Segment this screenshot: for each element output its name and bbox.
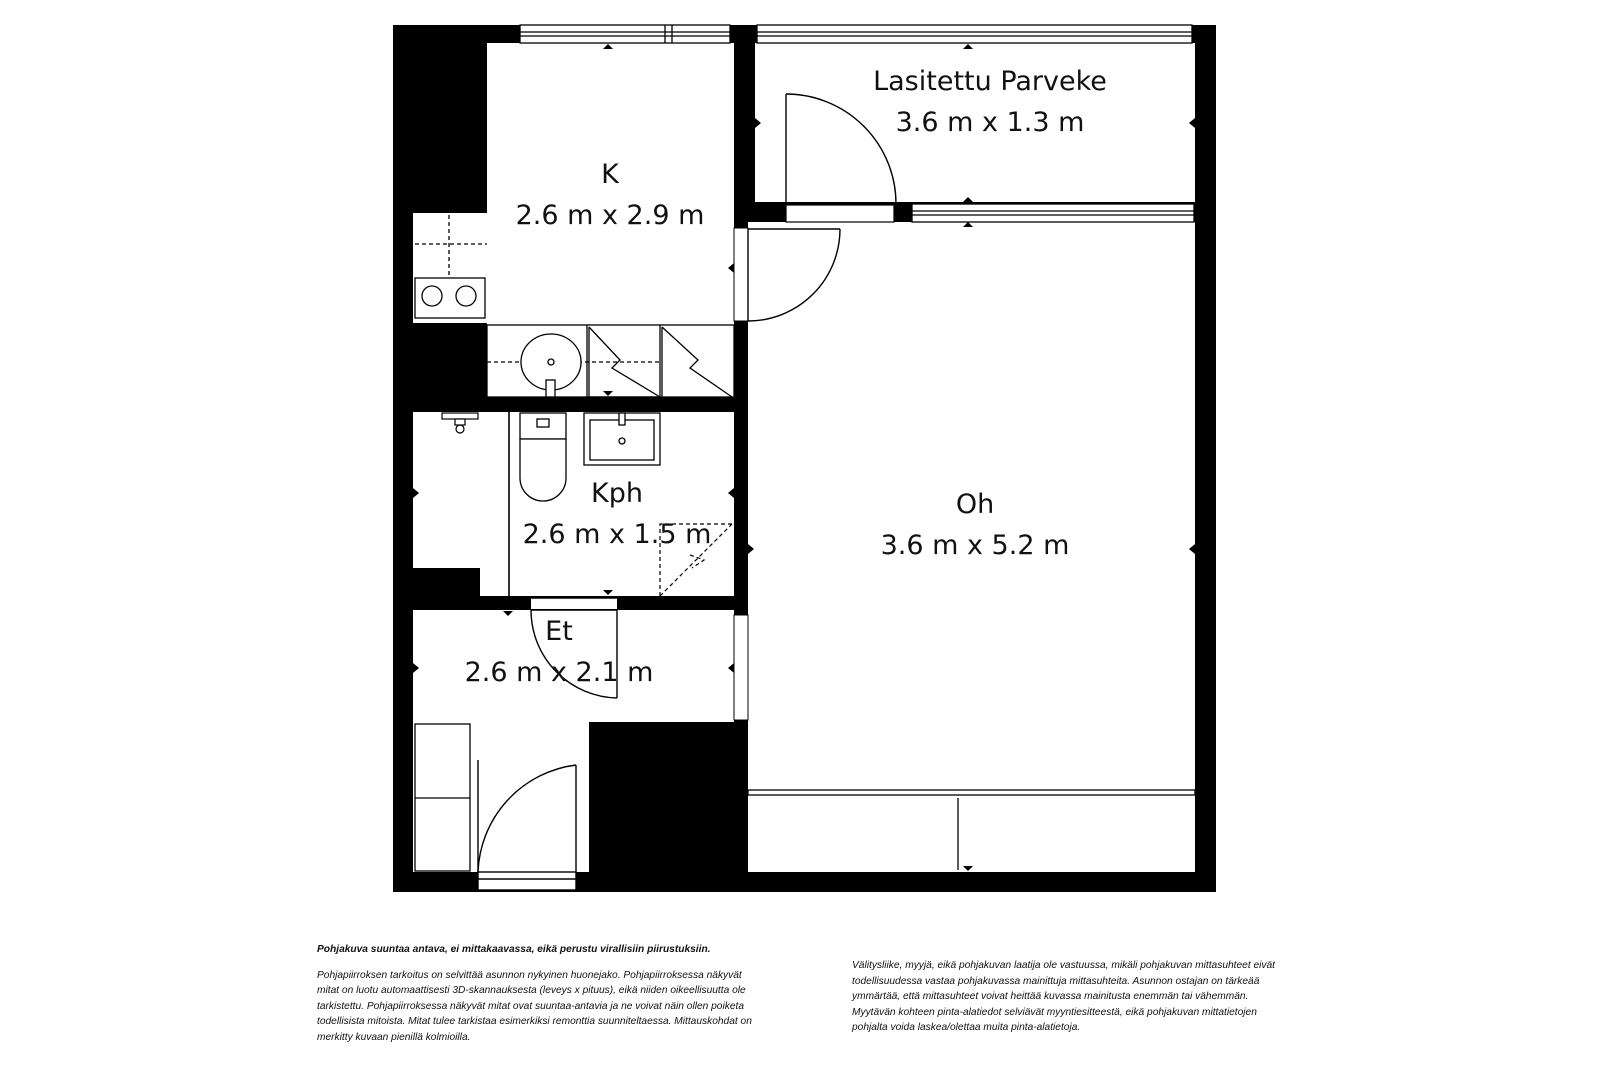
room-dims-et: 2.6 m x 2.1 m	[464, 657, 654, 688]
window-parveke	[757, 25, 1192, 43]
disclaimer-left	[317, 942, 757, 1055]
door-opening-k-oh	[734, 228, 748, 321]
opening-et-oh	[734, 615, 748, 720]
room-name-kph: Kph	[591, 478, 643, 509]
toilet-icon	[520, 413, 566, 501]
room-dims-oh: 3.6 m x 5.2 m	[880, 530, 1070, 561]
bathroom-sink-icon	[584, 413, 660, 465]
room-name-oh: Oh	[955, 489, 995, 520]
disclaimer-right	[852, 958, 1292, 1046]
window-oh	[912, 204, 1194, 222]
room-dims-k: 2.6 m x 2.9 m	[515, 200, 705, 231]
disclaimer-heading: Pohjakuva suuntaa antava, ei mittakaavassa, eikä perustu virallisiin piirustuksiin.	[317, 944, 711, 955]
room-name-parveke: Lasitettu Parveke	[873, 66, 1107, 97]
room-dims-kph: 2.6 m x 1.5 m	[522, 519, 712, 550]
balcony-door-opening	[786, 205, 894, 222]
entrance-closet	[415, 724, 470, 871]
disclaimer-right-text: Välitysliike, myyjä, eikä pohjakuvan laatija ole vastuussa, mikäli pohjakuvan mittasuhteet eivät todellisuudessa vastaa pohjakuvassa mainittuja mittasuhteita. Asunnon ostajan on tärkeää ymmärtää, että mittasuhteet voivat heittää kuvassa mainitusta enemmän tai vähemmän. Myytävän kohteen pinta-alatiedot selviävät myyntiesitteestä, eikä pohjakuvan mittatietojen pohjalta voida laskea/olettaa muita pinta-alatietoja.	[852, 960, 1275, 1033]
room-name-et: Et	[545, 616, 573, 647]
window-k	[520, 25, 730, 43]
room-dims-parveke: 3.6 m x 1.3 m	[895, 107, 1085, 138]
kph-wall-notch	[413, 568, 480, 596]
disclaimer-left-text: Pohjapiirroksen tarkoitus on selvittää asunnon nykyinen huonejako. Pohjapiirroksessa näkyvät mitat on luotu automaattisesti 3D-skannauksesta (leveys x pituus), eikä niiden oikeellisuutta ole tarkistettu. Pohjapiirroksessa näkyvät mitat ovat suuntaa-antavia ja ne voivat näin ollen poiketa todellisista mitoista. Mitat tulee tarkistaa esimerkiksi remonttia suunniteltaessa. Mittauskohdat on merkitty kuvaan pienillä kolmioilla.	[317, 969, 752, 1043]
room-name-k: K	[601, 159, 619, 190]
